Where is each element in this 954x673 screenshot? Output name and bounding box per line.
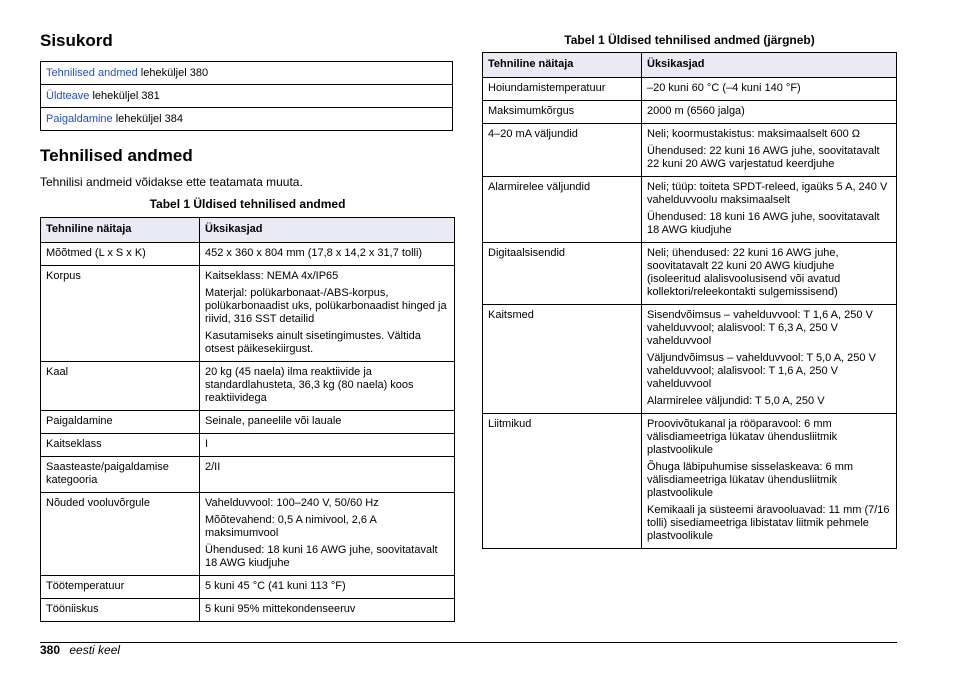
row-label: Kaitseklass bbox=[41, 434, 200, 457]
row-details bbox=[642, 177, 897, 243]
toc-row bbox=[41, 85, 453, 108]
table-row bbox=[41, 362, 455, 411]
detail-line: I bbox=[205, 438, 209, 450]
table-row bbox=[483, 124, 897, 177]
toc-row bbox=[41, 62, 453, 85]
row-label: Alarmirelee väljundid bbox=[483, 177, 642, 243]
table-row bbox=[483, 414, 897, 549]
page-number: 380 bbox=[40, 643, 61, 657]
detail-line: Kemikaali ja süsteemi äravooluavad: 11 mm (7/16 tolli) sisediameetriga libistatav liitmik pehmele plastvoolikule bbox=[647, 504, 890, 542]
table-row bbox=[41, 266, 455, 362]
toc-page-ref: leheküljel 380 bbox=[140, 67, 209, 79]
row-label: Mõõtmed (L x S x K) bbox=[41, 243, 200, 266]
detail-line: 452 x 360 x 804 mm (17,8 x 14,2 x 31,7 tolli) bbox=[205, 247, 423, 259]
detail-line: Materjal: polükarbonaat-/ABS-korpus, polükarbonaadist uks, polükarbonaadist hinged ja riivid, 316 SST detailid bbox=[205, 287, 447, 325]
table-row bbox=[41, 457, 455, 493]
table-row bbox=[41, 411, 455, 434]
row-label: Kaal bbox=[41, 362, 200, 411]
toc-table bbox=[40, 61, 453, 131]
table-row bbox=[41, 576, 455, 599]
detail-line: Seinale, paneelile või lauale bbox=[205, 415, 342, 427]
toc-row bbox=[41, 108, 453, 131]
detail-line: 2000 m (6560 jalga) bbox=[647, 105, 745, 117]
row-label: 4–20 mA väljundid bbox=[483, 124, 642, 177]
section-title: Tehnilised andmed bbox=[40, 146, 193, 165]
page-footer bbox=[40, 643, 120, 657]
detail-line: –20 kuni 60 °C (–4 kuni 140 °F) bbox=[647, 82, 801, 94]
toc-link[interactable]: Paigaldamine bbox=[46, 113, 113, 125]
table-row bbox=[483, 78, 897, 101]
detail-line: Väljundvõimsus – vahelduvvool: T 5,0 A, 250 V vahelduvvool; alalisvool: T 1,6 A, 250 V vahelduvvool bbox=[647, 352, 876, 390]
toc-entry bbox=[41, 85, 453, 108]
detail-line: Ühendused: 18 kuni 16 AWG juhe, soovitatavalt 18 AWG kiudjuhe bbox=[205, 544, 438, 569]
row-details bbox=[200, 243, 455, 266]
detail-line: Kaitseklass: NEMA 4x/IP65 bbox=[205, 270, 339, 282]
row-details bbox=[200, 362, 455, 411]
toc-link[interactable]: Üldteave bbox=[46, 90, 90, 102]
footer-divider bbox=[40, 642, 897, 643]
row-details bbox=[200, 576, 455, 599]
row-label: Digitaalsisendid bbox=[483, 243, 642, 305]
row-label: Hoiundamistemperatuur bbox=[483, 78, 642, 101]
row-details bbox=[642, 243, 897, 305]
detail-line: Mõõtevahend: 0,5 A nimivool, 2,6 A maksimumvool bbox=[205, 514, 377, 539]
row-details bbox=[200, 434, 455, 457]
detail-line: Kasutamiseks ainult sisetingimustes. Vältida otsest päikesekiirgust. bbox=[205, 330, 421, 355]
detail-line: Neli; koormustakistus: maksimaalselt 600 Ω bbox=[647, 128, 861, 140]
detail-line: Neli; tüüp: toiteta SPDT-releed, igaüks 5 A, 240 V vahelduvvoolu maksimaalselt bbox=[647, 181, 888, 206]
row-details bbox=[200, 411, 455, 434]
spec-table-2 bbox=[482, 52, 897, 549]
row-label: Maksimumkõrgus bbox=[483, 101, 642, 124]
table-row bbox=[41, 599, 455, 622]
row-details bbox=[642, 78, 897, 101]
detail-line: 5 kuni 45 °C (41 kuni 113 °F) bbox=[205, 580, 346, 592]
table2-caption: Tabel 1 Üldised tehnilised andmed (järgneb) bbox=[564, 33, 815, 47]
row-details bbox=[200, 599, 455, 622]
table-row bbox=[483, 305, 897, 414]
toc-page-ref: leheküljel 384 bbox=[115, 113, 183, 125]
row-label: Kaitsmed bbox=[483, 305, 642, 414]
row-label: Nõuded vooluvõrgule bbox=[41, 493, 200, 576]
toc-link[interactable]: Tehnilised andmed bbox=[46, 67, 138, 79]
detail-line: Ühendused: 18 kuni 16 AWG juhe, soovitatavalt 18 AWG kiudjuhe bbox=[647, 211, 880, 236]
table1-header-details: Üksikasjad bbox=[200, 218, 455, 243]
row-details bbox=[642, 124, 897, 177]
row-label: Paigaldamine bbox=[41, 411, 200, 434]
footer-language: eesti keel bbox=[69, 643, 121, 657]
table-row bbox=[483, 243, 897, 305]
row-label: Töötemperatuur bbox=[41, 576, 200, 599]
row-label: Korpus bbox=[41, 266, 200, 362]
detail-line: Ühendused: 22 kuni 16 AWG juhe, soovitatavalt 22 kuni 20 AWG varjestatud keerdjuhe bbox=[647, 145, 880, 170]
detail-line: 2/II bbox=[205, 461, 221, 473]
row-details bbox=[642, 305, 897, 414]
detail-line: Proovivõtukanal ja rööparavool: 6 mm välisdiameetriga lükatav ühendusliitmik plastvoolikule bbox=[647, 418, 838, 456]
row-details bbox=[200, 457, 455, 493]
toc-entry bbox=[41, 62, 453, 85]
table1-caption: Tabel 1 Üldised tehnilised andmed bbox=[149, 197, 346, 211]
row-details bbox=[642, 101, 897, 124]
row-label: Tööniiskus bbox=[41, 599, 200, 622]
table-row bbox=[483, 177, 897, 243]
toc-entry bbox=[41, 108, 453, 131]
detail-line: Sisendvõimsus – vahelduvvool: T 1,6 A, 250 V vahelduvvool; alalisvool: T 6,3 A, 250 V vahelduvvool bbox=[647, 309, 873, 347]
table-row bbox=[41, 243, 455, 266]
table2-header-parameter: Tehniline näitaja bbox=[483, 53, 642, 78]
table-row bbox=[41, 434, 455, 457]
table1-header-parameter: Tehniline näitaja bbox=[41, 218, 200, 243]
toc-title: Sisukord bbox=[40, 31, 113, 50]
detail-line: Vahelduvvool: 100–240 V, 50/60 Hz bbox=[205, 497, 379, 509]
row-details bbox=[200, 266, 455, 362]
detail-line: Alarmirelee väljundid: T 5,0 A, 250 V bbox=[647, 395, 825, 407]
row-label: Saasteaste/paigaldamise kategooria bbox=[41, 457, 200, 493]
detail-line: Neli; ühendused: 22 kuni 16 AWG juhe, soovitatavalt 22 kuni 20 AWG kiudjuhe (isoleeritud alalisvoolusisend või avatud kollektori/releekontakti sulgemissisend) bbox=[647, 247, 841, 298]
table-row bbox=[483, 101, 897, 124]
row-details bbox=[642, 414, 897, 549]
detail-line: 20 kg (45 naela) ilma reaktiivide ja standardlahusteta, 36,3 kg (80 naela) koos reaktiividega bbox=[205, 366, 414, 404]
row-details bbox=[200, 493, 455, 576]
row-label: Liitmikud bbox=[483, 414, 642, 549]
toc-page-ref: leheküljel 381 bbox=[92, 90, 160, 102]
spec-table-1 bbox=[40, 217, 455, 622]
detail-line: 5 kuni 95% mittekondenseeruv bbox=[205, 603, 356, 615]
table-row bbox=[41, 493, 455, 576]
intro-text: Tehnilisi andmeid võidakse ette teatamata muuta. bbox=[40, 175, 303, 189]
detail-line: Õhuga läbipuhumise sisselaskeava: 6 mm välisdiameetriga lükatav ühendusliitmik plastvoolikule bbox=[647, 461, 854, 499]
table2-header-details: Üksikasjad bbox=[642, 53, 897, 78]
